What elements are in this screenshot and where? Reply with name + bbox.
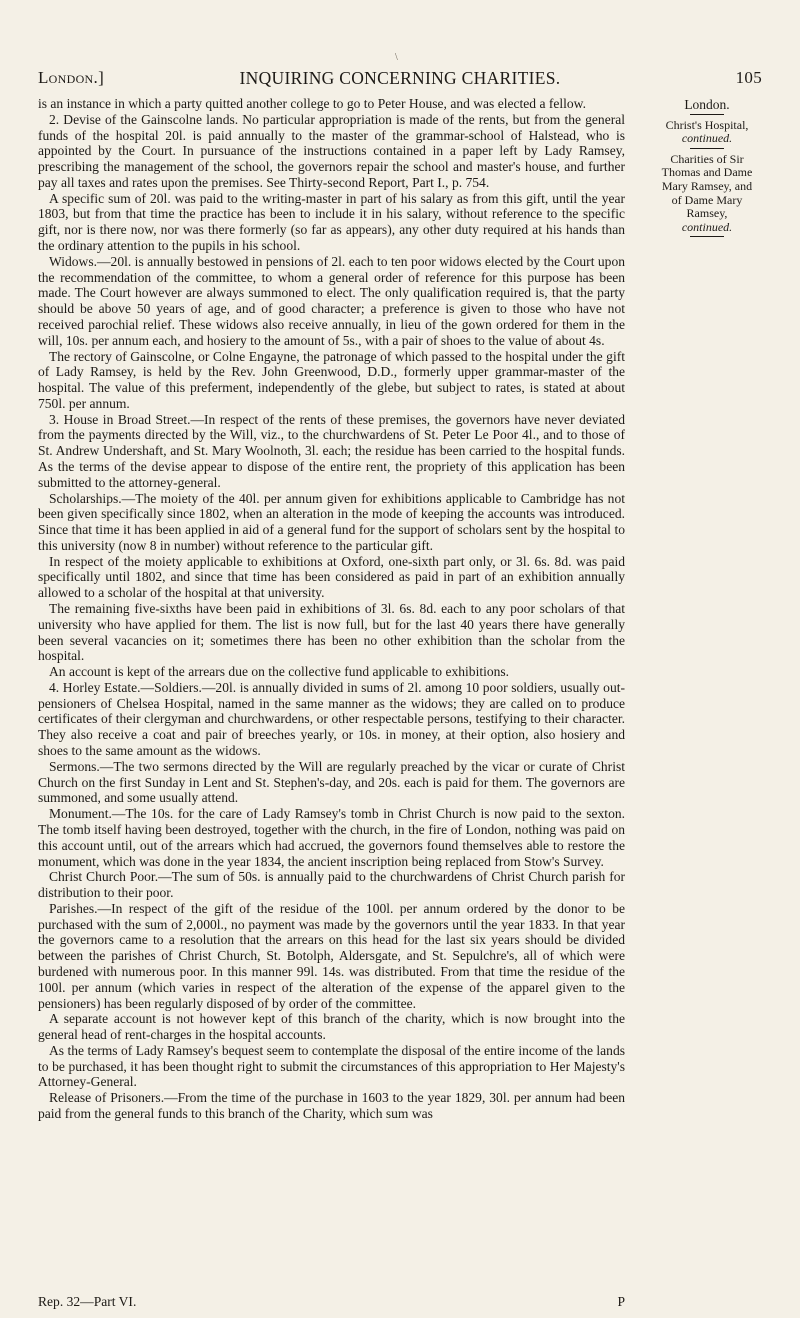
paragraph: A separate account is not however kept of this branch of the charity, which is now brought into the general head of rent-charges in the hospital accounts. [38, 1011, 625, 1043]
margin-note-line: Charities of Sir [670, 151, 744, 166]
margin-rule [690, 236, 724, 237]
main-text-column [38, 96, 625, 1122]
margin-note-line: Ramsey, [686, 206, 728, 221]
margin-tick-mark: \ [395, 52, 398, 63]
marginal-notes [636, 98, 778, 241]
paragraph: A specific sum of 20l. was paid to the writing-master in part of his salary as from this gift, until the year 1803, but from that time the practice has been to include it in his salary, without reference to the specific gift, nor is there now, nor was there formerly (so far as appears), any other duty required at his hands than the ordinary attention to the pupils in his school. [38, 190, 625, 254]
paragraph: 4. Horley Estate.—Soldiers.—20l. is annually divided in sums of 2l. among 10 poor soldiers, usually out-pensioners of Chelsea Hospital, named in the same manner as the widows; they are called on to produce certificates of their clergyman and churchwardens, or other respectable persons, testifying to their character. They also receive a coat and pair of breeches yearly, or 10s. in money, at their option, also hosiery and shoes to the same amount as the widows. [38, 679, 625, 759]
paragraph: Widows.—20l. is annually bestowed in pensions of 2l. each to ten poor widows elected by the Court upon the recommendation of the committee, to whom a general order of reference for this purpose has been made. The Court however are always summoned to elect. The only qualification required is, that the party should be above 50 years of age, and of good character; a preference is given to those who have not received parochial relief. These widows also receive annually, in lieu of the gown ordered for them in the will, 10s. per annum each, and hosiery to the amount of 5s., with a pair of shoes to the value of about 4s. [38, 253, 625, 348]
margin-rule [690, 114, 724, 115]
header-left: London.] [38, 68, 105, 87]
paragraph: The rectory of Gainscolne, or Colne Engayne, the patronage of which passed to the hospital under the gift of Lady Ramsey, is held by the Rev. John Greenwood, D.D., formerly upper grammar-master of the hospital. The value of this preferment, independently of the glebe, but subject to rates, is stated at about 750l. per annum. [38, 348, 625, 411]
paragraph: Parishes.—In respect of the gift of the residue of the 100l. per annum ordered by the donor to be purchased with the sum of 2,000l., no payment was made by the governors until the year 1833. In that year the governors came to a resolution that the arrears on this head for the last six years should be divided between the parishes of Christ Church, St. Botolph, Aldersgate, and St. Sepulchre's, all of which were burdened with numerous poor. In this manner 99l. 14s. was distributed. From that time the residue of the 100l. per annum (which varies in respect of the alteration of the expense of the apparel given to the pensioners) has been regularly disposed of by order of the committee. [38, 900, 625, 1011]
paragraph: In respect of the moiety applicable to exhibitions at Oxford, one-sixth part only, or 3l. 6s. 8d. was paid specifically until 1802, and since that time has been considered as paid in part of an exhibition annually allowed to a scholar of the hospital at that university. [38, 553, 625, 601]
paragraph: Release of Prisoners.—From the time of the purchase in 1603 to the year 1829, 30l. per annum had been paid from the general funds to this branch of the Charity, which sum was [38, 1090, 625, 1121]
paragraph: An account is kept of the arrears due on the collective fund applicable to exhibitions. [49, 664, 510, 680]
paragraph: Sermons.—The two sermons directed by the Will are regularly preached by the vicar or curate of Christ Church on the first Sunday in Lent and St. Stephen's-day, and 20s. each is paid for them. The governors are summoned, and some usually attend. [38, 758, 625, 806]
header-title: INQUIRING CONCERNING CHARITIES. [239, 68, 561, 88]
paragraph: The remaining five-sixths have been paid in exhibitions of 3l. 6s. 8d. each to any poor scholars of that university who have applied for them. The list is now full, but for the last 40 years there have generally been several vacancies on it; sometimes there has been no other exhibition than the scholar from the hospital. [38, 601, 625, 664]
margin-note-line: Thomas and Dame [661, 165, 753, 180]
margin-title: London. [684, 97, 730, 112]
paragraph: 2. Devise of the Gainscolne lands. No particular appropriation is made of the rents, but from the general funds of the hospital 20l. is paid annually to the master of the grammar-school of Halstead, who is appointed by the Court. In pursuance of the instructions contained in a paper left by Lady Ramsey, prescribing the management of the school, the governors repair the school and master's house, and further pay all taxes and rates upon the premises. See Thirty-second Report, Part I., p. 754. [38, 111, 625, 190]
paragraph: 3. House in Broad Street.—In respect of the rents of these premises, the governors have never deviated from the payments directed by the Will, viz., to the churchwardens of St. Peter Le Poor 4l., and to those of St. Andrew Undershaft, and St. Mary Woolnoth, 3l. each; the residue has been carried to the hospital funds. As the terms of the devise appear to dispose of the entire rent, the propriety of this application has been submitted to the attorney-general. [38, 411, 625, 490]
signature-mark: P [617, 1294, 625, 1309]
margin-note-line: continued. [681, 131, 733, 146]
page-number: 105 [735, 68, 762, 87]
margin-note-line: of Dame Mary [671, 192, 743, 207]
paragraph: Christ Church Poor.—The sum of 50s. is annually paid to the churchwardens of Christ Church parish for distribution to their poor. [38, 869, 625, 901]
paragraph: Scholarships.—The moiety of the 40l. per annum given for exhibitions applicable to Cambridge has not been given specifically since 1802, when an alteration in the mode of keeping the accounts was introduced. Since that time it has been applied in aid of a general fund for the support of scholars sent by the hospital to this university (now 8 in number) without reference to the particular gift. [38, 490, 625, 553]
margin-rule [690, 148, 724, 149]
paragraph: is an instance in which a party quitted another college to go to Peter House, and was elected a fellow. [38, 96, 586, 111]
margin-note-line: Christ's Hospital, [665, 117, 749, 132]
paragraph: As the terms of Lady Ramsey's bequest seem to contemplate the disposal of the entire income of the lands to be purchased, it has been thought right to submit the circumstances of this appropriation to Her Majesty's Attorney-General. [38, 1042, 625, 1090]
report-reference: Rep. 32—Part VI. [38, 1294, 137, 1309]
margin-note-line: Mary Ramsey, and [661, 178, 753, 193]
paragraph: Monument.—The 10s. for the care of Lady Ramsey's tomb in Christ Church is now paid to the sexton. The tomb itself having been destroyed, together with the church, in the fire of London, nothing was paid on this account until, out of the arrears which had accrued, the governors found themselves able to restore the monument, which was done in the year 1834, the ancient inscription being replaced from Stow's Survey. [38, 806, 625, 869]
margin-note-line: continued. [681, 219, 733, 234]
running-header [38, 68, 762, 92]
